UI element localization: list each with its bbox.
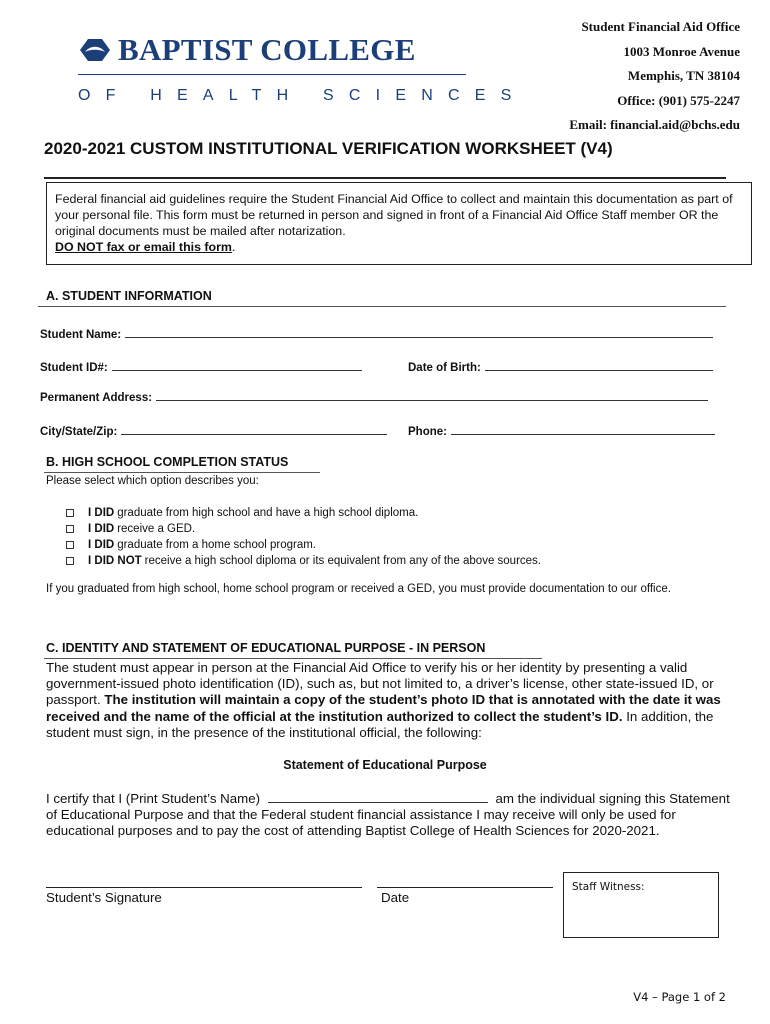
- staff-witness-label: Staff Witness:: [572, 881, 645, 893]
- logo-divider: [78, 74, 466, 75]
- phone-line[interactable]: [451, 424, 715, 435]
- documentation-note: If you graduated from high school, home school program or received a GED, you must provide documentation to our office.: [46, 583, 671, 595]
- student-id-field[interactable]: [40, 360, 362, 374]
- checkbox-home-school[interactable]: [66, 541, 74, 549]
- option-diploma-text: graduate from high school and have a high school diploma.: [117, 507, 419, 519]
- phone-field[interactable]: [408, 424, 715, 438]
- office-address-block: [569, 15, 740, 138]
- dob-line[interactable]: [485, 360, 713, 371]
- signature-line[interactable]: [46, 887, 362, 888]
- identity-paragraph: [46, 660, 732, 741]
- notice-text: Federal financial aid guidelines require the Student Financial Aid Office to collect and maintain this documentation as part of your personal file. This form must be returned in person and signed in front of a Financial Aid Office Staff member OR the original documents must be mailed after notarization.: [55, 192, 733, 238]
- logo-name: BAPTIST COLLEGE: [118, 32, 416, 67]
- completion-options: [66, 505, 541, 569]
- option-none-bold: I DID NOT: [88, 555, 142, 567]
- college-logo: [78, 32, 527, 105]
- dob-field[interactable]: [408, 360, 713, 374]
- date-line[interactable]: [377, 887, 553, 888]
- office-city: Memphis, TN 38104: [627, 68, 740, 83]
- option-home-school-bold: I DID: [88, 539, 115, 551]
- student-name-field[interactable]: [40, 327, 713, 341]
- logo-subtitle: OF HEALTH SCIENCES: [78, 87, 527, 104]
- option-diploma-bold: I DID: [88, 507, 115, 519]
- certify-start: I certify that I (Print Student’s Name): [46, 791, 261, 806]
- student-name-label: Student Name:: [40, 329, 122, 341]
- statement-title: Statement of Educational Purpose: [283, 758, 487, 772]
- college-emblem-icon: [78, 37, 112, 63]
- checkbox-none[interactable]: [66, 557, 74, 565]
- phone-label: Phone:: [408, 426, 447, 438]
- dob-label: Date of Birth:: [408, 362, 481, 374]
- staff-witness-box[interactable]: [563, 872, 719, 938]
- option-ged[interactable]: [66, 521, 541, 537]
- option-ged-bold: I DID: [88, 523, 115, 535]
- section-c-heading: C. IDENTITY AND STATEMENT OF EDUCATIONAL PURPOSE - IN PERSON: [46, 641, 486, 655]
- student-name-line[interactable]: [125, 327, 713, 338]
- date-label: Date: [381, 890, 410, 905]
- option-none[interactable]: [66, 553, 541, 569]
- office-phone: Office: (901) 575-2247: [617, 92, 740, 108]
- identity-text: The student must appear in person at the Financial Aid Office to verify his or her identity by presenting a valid government-issued photo identification (ID), such as, but not limited to, a driver’s license, other state-issued ID, or passport.: [46, 660, 714, 708]
- section-b-heading: B. HIGH SCHOOL COMPLETION STATUS: [46, 455, 289, 469]
- notice-box: [46, 182, 752, 265]
- office-street: 1003 Monroe Avenue: [623, 43, 740, 59]
- option-none-text: receive a high school diploma or its equivalent from any of the above sources.: [144, 555, 542, 567]
- student-id-line[interactable]: [112, 360, 362, 371]
- page-title: 2020-2021 CUSTOM INSTITUTIONAL VERIFICATION WORKSHEET (V4): [44, 139, 613, 158]
- office-name: Student Financial Aid Office: [581, 19, 740, 34]
- section-a-divider: [38, 306, 726, 307]
- section-a-heading: A. STUDENT INFORMATION: [46, 289, 212, 303]
- address-field[interactable]: [40, 390, 708, 404]
- option-home-school-text: graduate from a home school program.: [117, 539, 316, 551]
- student-id-label: Student ID#:: [40, 362, 108, 374]
- office-email: Email: financial.aid@bchs.edu: [569, 117, 740, 132]
- print-name-line[interactable]: [268, 792, 488, 803]
- address-line[interactable]: [156, 390, 708, 401]
- city-state-zip-field[interactable]: [40, 424, 387, 438]
- page-footer: V4 – Page 1 of 2: [633, 990, 726, 1004]
- city-state-zip-line[interactable]: [121, 424, 387, 435]
- notice-period: .: [231, 240, 236, 254]
- city-state-zip-label: City/State/Zip:: [40, 426, 118, 438]
- notice-warning: DO NOT fax or email this form: [55, 240, 232, 254]
- signature-label: Student’s Signature: [46, 890, 162, 905]
- option-home-school[interactable]: [66, 537, 541, 553]
- option-diploma[interactable]: [66, 505, 541, 521]
- certify-paragraph: [46, 791, 736, 840]
- checkbox-diploma[interactable]: [66, 509, 74, 517]
- option-ged-text: receive a GED.: [117, 523, 196, 535]
- certify-end: am the individual signing this Statement of Educational Purpose and that the Federal student financial assistance I may receive will only be used for educational purposes and to pay the cost of attending Baptist College of Health Sciences for 2020-2021.: [46, 791, 730, 839]
- section-b-prompt: Please select which option describes you:: [46, 475, 259, 487]
- section-c-divider: [44, 658, 542, 659]
- identity-bold-text: The institution will maintain a copy of the student’s photo ID that is annotated with the date it was received and the name of the official at the institution authorized to collect the student’s ID.: [46, 692, 721, 724]
- checkbox-ged[interactable]: [66, 525, 74, 533]
- section-b-divider: [44, 472, 320, 473]
- identity-end-text: In addition, the student must sign, in the presence of the institutional official, the following:: [46, 708, 714, 740]
- address-label: Permanent Address:: [40, 392, 153, 404]
- title-divider: [44, 177, 726, 179]
